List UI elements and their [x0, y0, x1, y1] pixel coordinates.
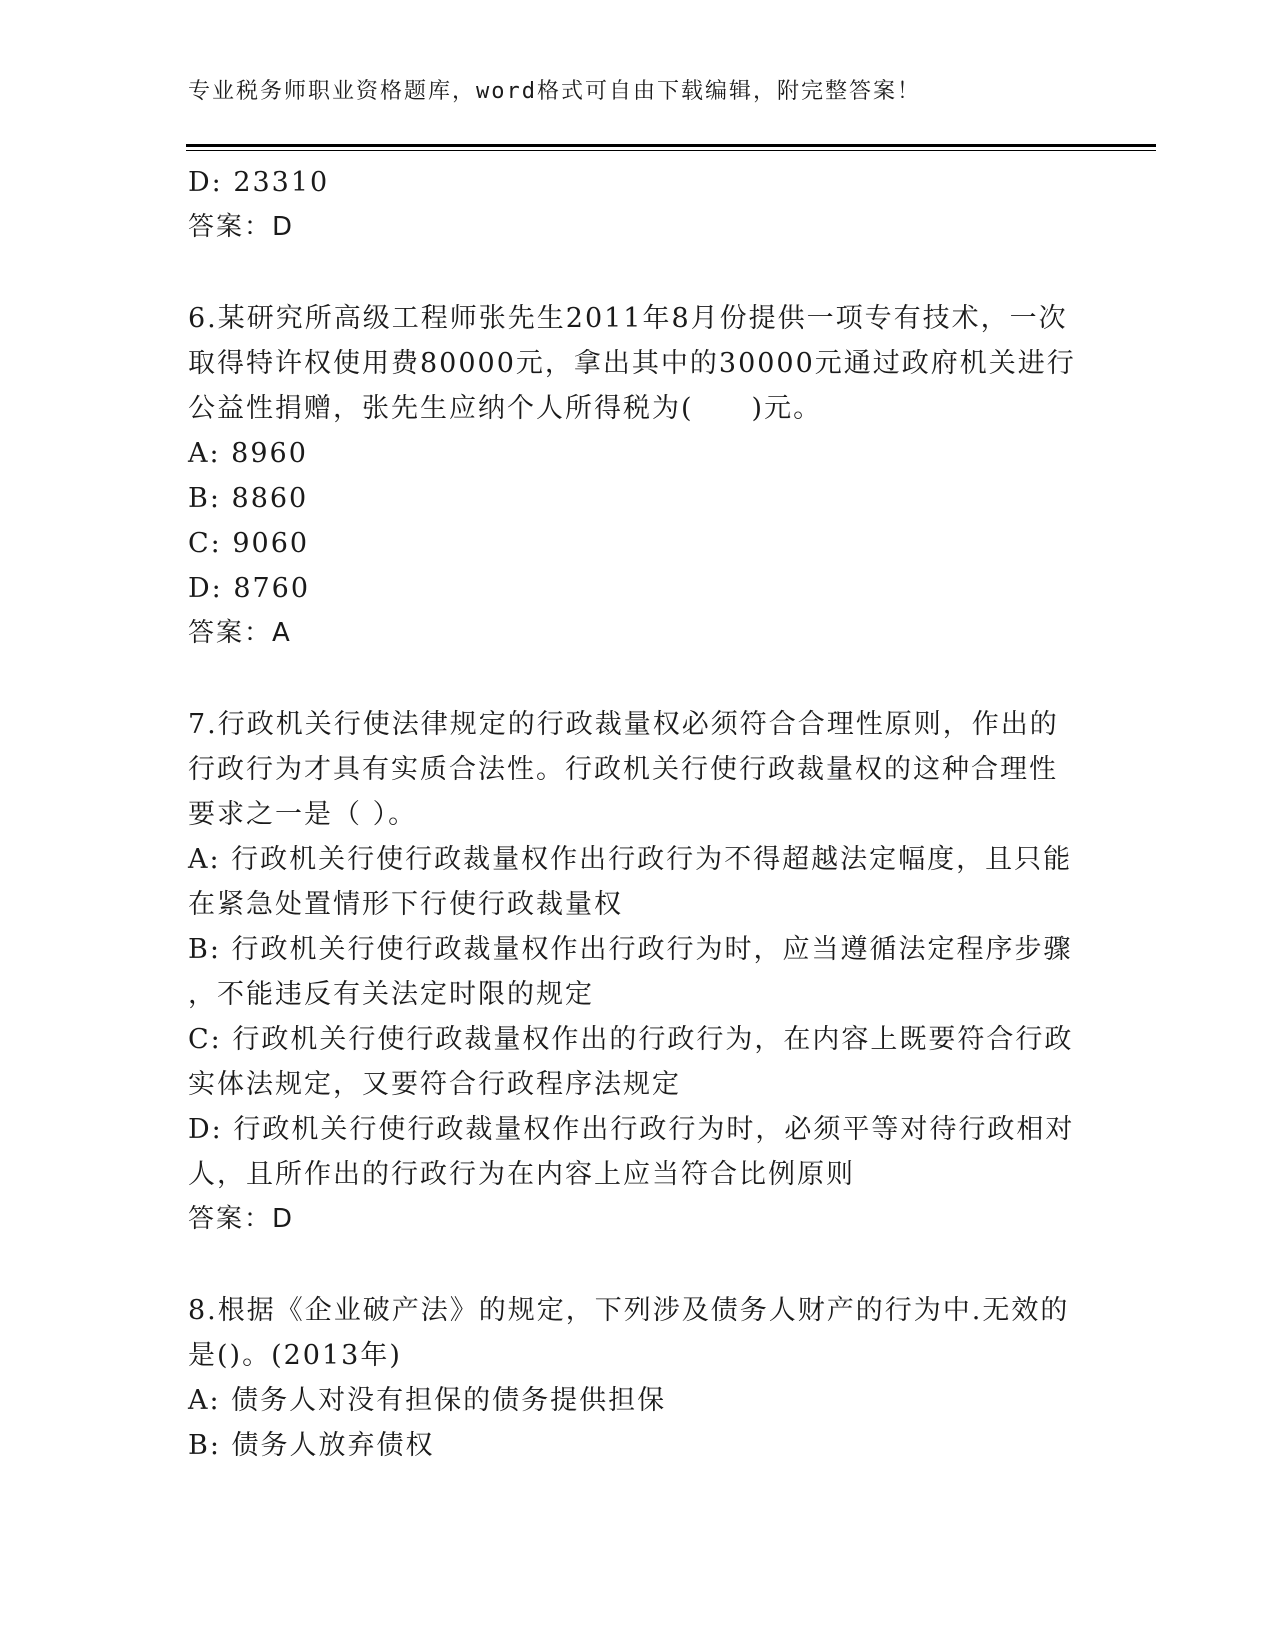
- q6-stem-line: 6.某研究所高级工程师张先生2011年8月份提供一项专有技术，一次: [188, 303, 1068, 334]
- q7-option-b-cont: ，不能违反有关法定时限的规定: [188, 979, 594, 1010]
- spacer: [188, 250, 1088, 296]
- spacer: [188, 1242, 1088, 1288]
- page-header: 专业税务师职业资格题库，word格式可自由下载编辑，附完整答案！: [188, 79, 921, 104]
- q6-stem-line: 取得特许权使用费80000元，拿出其中的30000元通过政府机关进行: [188, 348, 1076, 379]
- q5-option-d: D: 23310: [188, 167, 330, 198]
- q7-option-d-cont: 人，且所作出的行政行为在内容上应当符合比例原则: [188, 1159, 855, 1190]
- q8-stem-line: 是()。(2013年): [188, 1340, 402, 1371]
- q7-stem-line: 7.行政机关行使法律规定的行政裁量权必须符合合理性原则，作出的: [188, 709, 1059, 740]
- q6-answer: 答案：A: [188, 618, 292, 648]
- q7-answer: 答案：D: [188, 1204, 295, 1234]
- q7-option-a: A: 行政机关行使行政裁量权作出行政行为不得超越法定幅度，且只能: [188, 844, 1073, 875]
- q7-option-d: D: 行政机关行使行政裁量权作出行政行为时，必须平等对待行政相对: [188, 1114, 1075, 1145]
- q6-option-d: D: 8760: [188, 573, 311, 604]
- spacer: [188, 656, 1088, 702]
- q7-stem-line: 要求之一是（ ）。: [188, 799, 418, 830]
- question-8: [188, 1288, 1088, 1468]
- q8-stem-line: 8.根据《企业破产法》的规定，下列涉及债务人财产的行为中.无效的: [188, 1295, 1070, 1326]
- q7-option-c: C: 行政机关行使行政裁量权作出的行政行为，在内容上既要符合行政: [188, 1024, 1074, 1055]
- q7-stem-line: 行政行为才具有实质合法性。行政机关行使行政裁量权的这种合理性: [188, 754, 1058, 785]
- q7-option-c-cont: 实体法规定，又要符合行政程序法规定: [188, 1069, 681, 1100]
- question-7: [188, 702, 1088, 1242]
- q6-option-b: B: 8860: [188, 483, 309, 514]
- q6-option-a: A: 8960: [188, 438, 308, 469]
- question-6: [188, 296, 1088, 656]
- question-content: [188, 160, 1088, 1468]
- q6-option-c: C: 9060: [188, 528, 310, 559]
- q7-option-b: B: 行政机关行使行政裁量权作出行政行为时，应当遵循法定程序步骤: [188, 934, 1073, 965]
- q5-answer: 答案：D: [188, 212, 295, 242]
- q8-option-a: A: 债务人对没有担保的债务提供担保: [188, 1385, 667, 1416]
- header-divider: [186, 144, 1156, 147]
- q7-option-a-cont: 在紧急处置情形下行使行政裁量权: [188, 889, 623, 920]
- q8-option-b: B: 债务人放弃债权: [188, 1430, 435, 1461]
- header-divider-thin: [186, 150, 1156, 151]
- q6-stem-line: 公益性捐赠，张先生应纳个人所得税为( )元。: [188, 393, 823, 424]
